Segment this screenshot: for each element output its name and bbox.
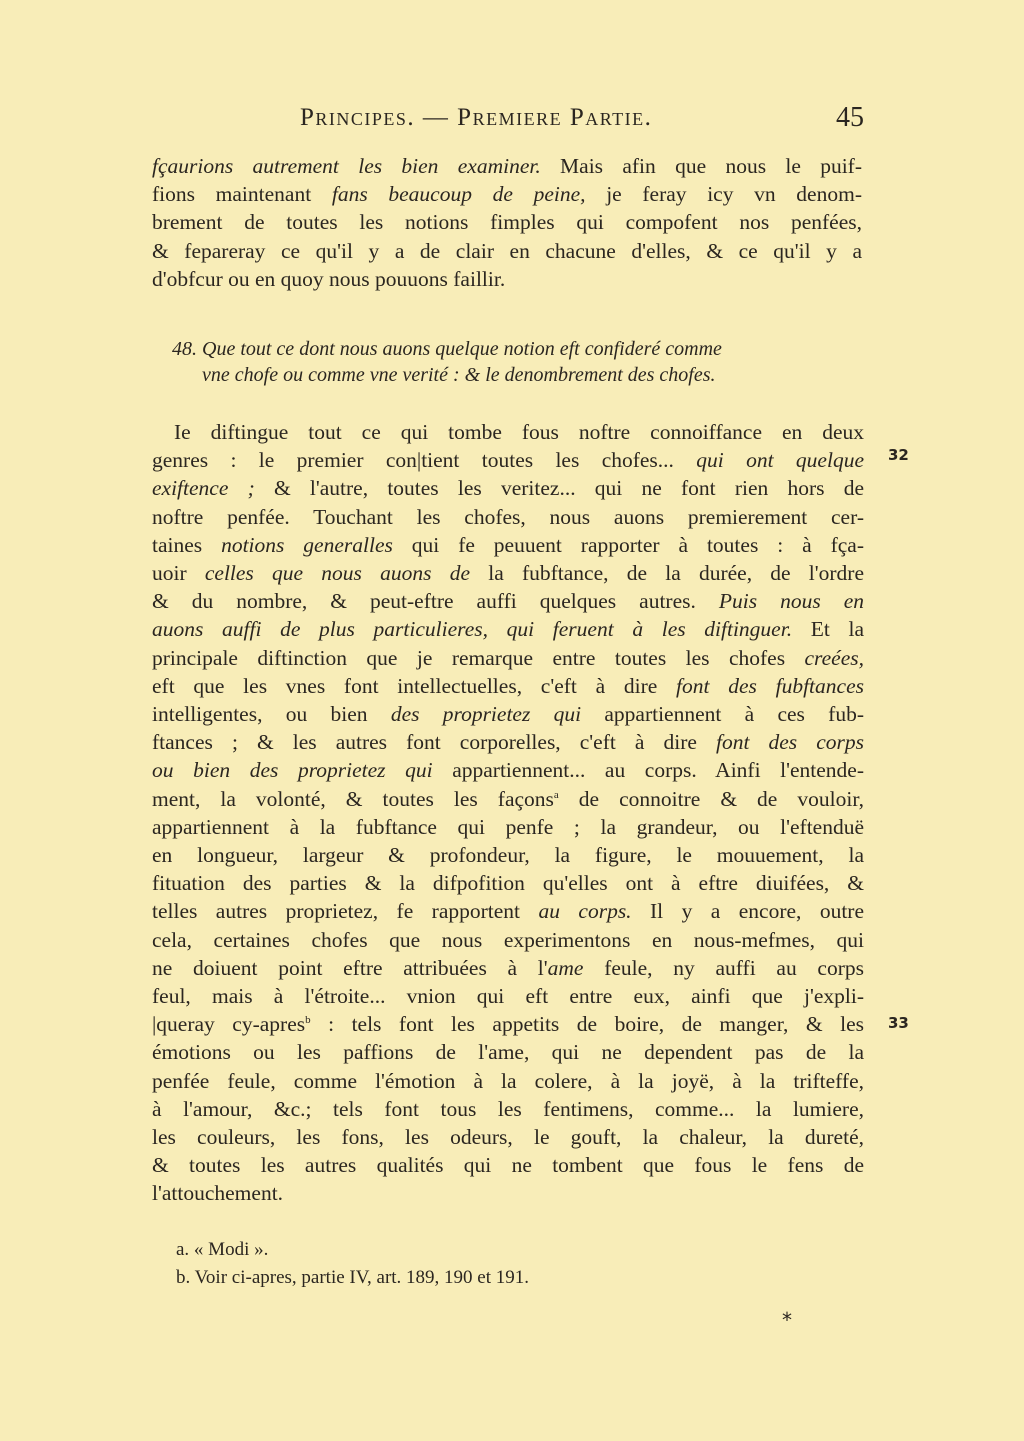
text-line: à l'amour, &c.; tels font tous les fentimens, comme... la lumiere, xyxy=(152,1096,864,1121)
heading-line-2: vne chofe ou comme vne verité : & le denombrement des chofes. xyxy=(202,364,716,386)
text-line: appartiennent à la fubftance qui penfe ; la grandeur, ou l'eftenduë xyxy=(152,814,864,839)
running-title: Principes. — Premiere Partie. xyxy=(300,104,653,131)
page-number: 45 xyxy=(836,102,864,133)
text-line xyxy=(152,644,864,672)
text-run: uoir xyxy=(152,561,205,586)
italic-phrase: celles que nous auons de xyxy=(204,561,470,586)
text-line: penfée feule, comme l'émotion à la colere, à la joyë, à la trifteffe, xyxy=(152,1068,864,1093)
text-line xyxy=(152,474,864,502)
text-run: Mais afin que nous le puif- xyxy=(540,154,862,178)
text-line: les couleurs, les fons, les odeurs, le gouft, la chaleur, la dureté, xyxy=(152,1125,864,1150)
text-run: appartiennent... au corps. Ainfi l'entende- xyxy=(432,758,864,783)
italic-phrase: qui ont quelque xyxy=(696,448,864,473)
text-line: émotions ou les paffions de l'ame, qui ne dependent pas de la xyxy=(152,1040,864,1065)
text-line: feul, mais à l'étroite... vnion qui eft entre eux, ainfi que j'expli- xyxy=(152,984,864,1009)
text-run: qui fe peuuent rapporter à toutes : à fça- xyxy=(392,532,865,557)
text-run: telles autres proprietez, fe rapportent xyxy=(152,899,539,924)
text-line: Ie diftingue tout ce qui tombe fous noftre connoiffance en deux xyxy=(174,420,864,444)
italic-phrase: des proprietez qui xyxy=(390,702,582,727)
text-run: & l'autre, toutes les veritez... qui ne font rien hors de xyxy=(254,476,864,501)
text-line xyxy=(152,954,864,982)
text-line xyxy=(152,446,864,474)
text-line xyxy=(152,728,864,756)
text-line xyxy=(152,1010,864,1038)
footnote-ref-b: b xyxy=(305,1014,311,1027)
footnote-ref-a: a xyxy=(553,788,559,801)
signature-mark: * xyxy=(782,1308,792,1332)
margin-reference-number: 33 xyxy=(888,1014,909,1032)
text-line: fituation des parties & la difpofition qu'elles ont à eftre diuifées, & xyxy=(152,871,864,896)
text-run: appartiennent à ces fub- xyxy=(581,702,865,727)
text-line xyxy=(152,615,864,643)
text-line xyxy=(152,756,864,784)
heading-line-1: 48. Que tout ce dont nous auons quelque notion eft confideré comme xyxy=(172,338,722,360)
page-header xyxy=(152,104,864,138)
italic-phrase: auons auffi de plus particulieres, qui feruent à les diftinguer. xyxy=(152,617,793,642)
text-line xyxy=(152,587,864,615)
italic-phrase: Puis nous en xyxy=(718,589,865,614)
italic-phrase: exiftence ; xyxy=(152,476,255,501)
footnote-b: b. Voir ci-apres, partie IV, art. 189, 190 et 191. xyxy=(176,1267,530,1288)
text-run: intelligentes, ou bien xyxy=(152,702,391,727)
text-line xyxy=(152,700,864,728)
text-line: noftre penfée. Touchant les chofes, nous auons premierement cer- xyxy=(152,504,864,529)
text-run: eft que les vnes font intellectuelles, c'eft à dire xyxy=(152,673,677,698)
text-run: je feray icy vn denom- xyxy=(585,182,862,207)
text-run: ment, la volonté, & toutes les façons xyxy=(152,786,554,811)
text-line: brement de toutes les notions fimples qui compofent nos penfées, xyxy=(152,210,862,235)
footnote-a: a. « Modi ». xyxy=(176,1239,269,1260)
text-line: & toutes les autres qualités qui ne tombent que fous le fens de xyxy=(152,1153,864,1178)
text-run: ne doiuent point eftre attribuées à l' xyxy=(152,955,548,980)
text-run: de connoitre & de vouloir, xyxy=(558,786,864,811)
italic-phrase: font des corps xyxy=(716,730,865,755)
text-line xyxy=(152,180,862,208)
text-run: Il y a encore, outre xyxy=(631,899,865,924)
text-line xyxy=(152,672,864,700)
italic-phrase: notions generalles xyxy=(221,532,393,557)
italic-phrase: creées, xyxy=(804,645,864,670)
text-run: principale diftinction que je remarque entre toutes les chofes xyxy=(152,645,805,670)
text-run: : tels font les appetits de boire, de manger, & les xyxy=(310,1012,864,1037)
italic-phrase: fçaurions autrement les bien examiner. xyxy=(152,154,541,178)
footnotes xyxy=(176,1236,529,1292)
text-run: taines xyxy=(152,532,222,557)
text-line xyxy=(152,152,862,180)
text-line: cela, certaines chofes que nous experimentons en nous-mefmes, qui xyxy=(152,927,864,952)
article-heading xyxy=(172,336,852,388)
italic-phrase: font des fubftances xyxy=(676,673,864,698)
text-run: fions maintenant xyxy=(152,182,332,207)
text-line xyxy=(152,559,864,587)
margin-reference-number: 32 xyxy=(888,446,909,464)
text-line: & fepareray ce qu'il y a de clair en chacune d'elles, & ce qu'il y a xyxy=(152,238,862,263)
italic-phrase: au corps. xyxy=(538,899,632,924)
text-run: Et la xyxy=(792,617,865,642)
text-line xyxy=(152,897,864,925)
text-run: la fubftance, de la durée, de l'ordre xyxy=(470,561,865,586)
italic-phrase: ame xyxy=(547,955,584,980)
text-line xyxy=(152,531,864,559)
text-run: ftances ; & les autres font corporelles, c'eft à dire xyxy=(152,730,716,755)
text-run: genres : le premier con|tient toutes les chofes... xyxy=(152,448,697,473)
text-line xyxy=(152,785,864,813)
text-line: l'attouchement. xyxy=(152,1181,284,1206)
text-run: & du nombre, & peut-eftre auffi quelques autres. xyxy=(152,589,719,614)
text-line: d'obfcur ou en quoy nous pouuons faillir. xyxy=(152,266,506,291)
paragraph-main xyxy=(152,418,864,1208)
text-run: feule, ny auffi au corps xyxy=(583,955,864,980)
paragraph-intro xyxy=(152,152,862,293)
text-run: |queray cy-apres xyxy=(152,1012,306,1037)
text-line: en longueur, largeur & profondeur, la figure, le mouuement, la xyxy=(152,843,864,868)
italic-phrase: fans beaucoup de peine, xyxy=(331,182,586,207)
italic-phrase: ou bien des proprietez qui xyxy=(152,758,433,783)
